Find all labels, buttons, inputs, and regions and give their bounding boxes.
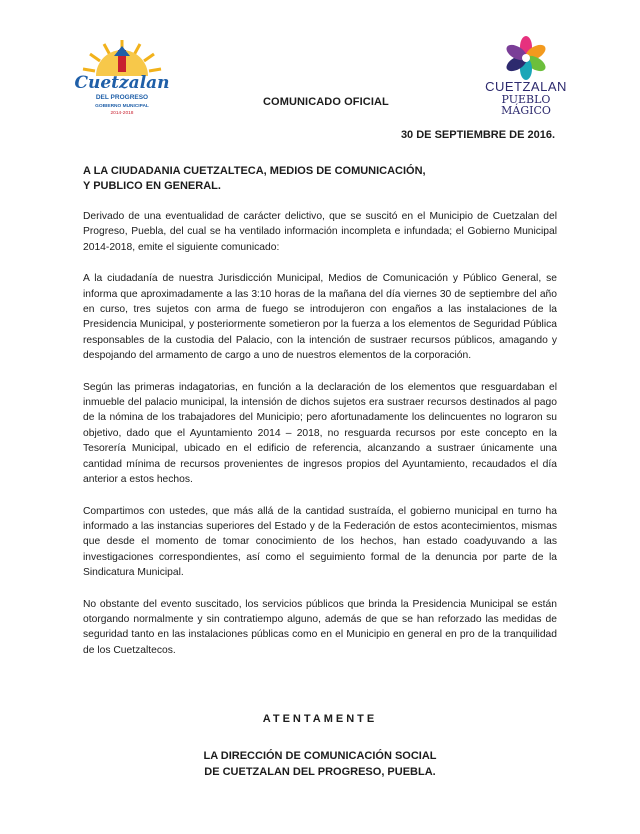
signature-block: [0, 748, 640, 780]
paragraph-incident: A la ciudadanía de nuestra Jurisdicción Municipal, Medios de Comunicación y Público General, se informa que aproximadamente a las 3:10 horas de la mañana del día viernes 30 de septiembre del año en curso, tres sujetos con arma de fuego se introdujeron con engaños a las instalaciones de la Presidencia Municipal, y posteriormente sometieron por la fuerza a los elementos de Seguridad Pública responsables de la custodia del Palacio, con la intención de sustraer recursos públicos, amagando y despojando del armamento de cargo a uno de nuestros elementos de la corporación.: [83, 273, 557, 362]
logo-right-name: CUETZALAN: [485, 79, 567, 94]
cuetzalan-municipal-seal-icon: [74, 32, 170, 128]
closing-salutation: ATENTAMENTE: [262, 713, 378, 725]
recipients-line-2: Y PUBLICO EN GENERAL.: [83, 180, 221, 192]
document-body: [83, 209, 557, 674]
logo-right-magico: MÁGICO: [501, 104, 551, 117]
paragraph-intro: Derivado de una eventualidad de carácter delictivo, que se suscitó en el Municipio de Cuetzalan del Progreso, Puebla, del cual se ha ventilado información incompleta e infundada; el Gobierno Municipal 2014-2018, emite el siguiente comunicado:: [83, 211, 557, 253]
logo-left-period: 2014-2018: [110, 111, 134, 116]
logo-left-name: Cuetzalan: [74, 73, 170, 93]
pueblo-magico-flower-icon: [480, 34, 572, 126]
paragraph-authorities: Compartimos con ustedes, que más allá de la cantidad sustraída, el gobierno municipal en turno ha informado a las instancias superiores del Estado y de la Federación de estos acontecimientos, mismas que desde el momento de tomar conocimiento de los hechos, han estado coadyuvando a las investigaciones correspondientes, así como el seguimiento formal de la denuncia por parte de la Sindicatura Municipal.: [83, 505, 557, 579]
signature-line-2: DE CUETZALAN DEL PROGRESO, PUEBLA.: [204, 766, 436, 778]
document-title: COMUNICADO OFICIAL: [263, 96, 389, 108]
signature-line-1: LA DIRECCIÓN DE COMUNICACIÓN SOCIAL: [203, 750, 437, 762]
logo-left-government: GOBIERNO MUNICIPAL: [95, 104, 149, 109]
document-date: 30 DE SEPTIEMBRE DE 2016.: [400, 129, 555, 141]
paragraph-services: No obstante del evento suscitado, los servicios públicos que brinda la Presidencia Municipal se están otorgando normalmente y sin contratiempo alguno, además de que se han reforzado las medidas de seguridad tanto en las instalaciones públicas como en el Municipio en general en pro de la tranquilidad de los Cuetzaltecos.: [83, 598, 557, 656]
recipients-line-1: A LA CIUDADANIA CUETZALTECA, MEDIOS DE COMUNICACIÓN,: [83, 165, 426, 177]
logo-left-subtitle: DEL PROGRESO: [95, 94, 149, 101]
paragraph-investigation: Según las primeras indagatorias, en función a la declaración de los elementos que resguardaban el inmueble del palacio municipal, la intensión de dichos sujetos era sustraer recursos destinados al pago de la nómina de los trabajadores del Municipio; pero afortunadamente los delincuentes no lograron su objetivo, dado que el Ayuntamiento 2014 – 2018, no resguarda recursos por este concepto en la Tesorería Municipal, ubicado en el edificio de referencia, alcanzando a sustraer únicamente una cantidad mínima de recursos provenientes de ingresos propios del Ayuntamiento, recaudados el día anterior a estos hechos.: [83, 381, 557, 486]
logo-right-pueblo: PUEBLO: [501, 93, 551, 106]
recipients-block: [83, 164, 426, 194]
